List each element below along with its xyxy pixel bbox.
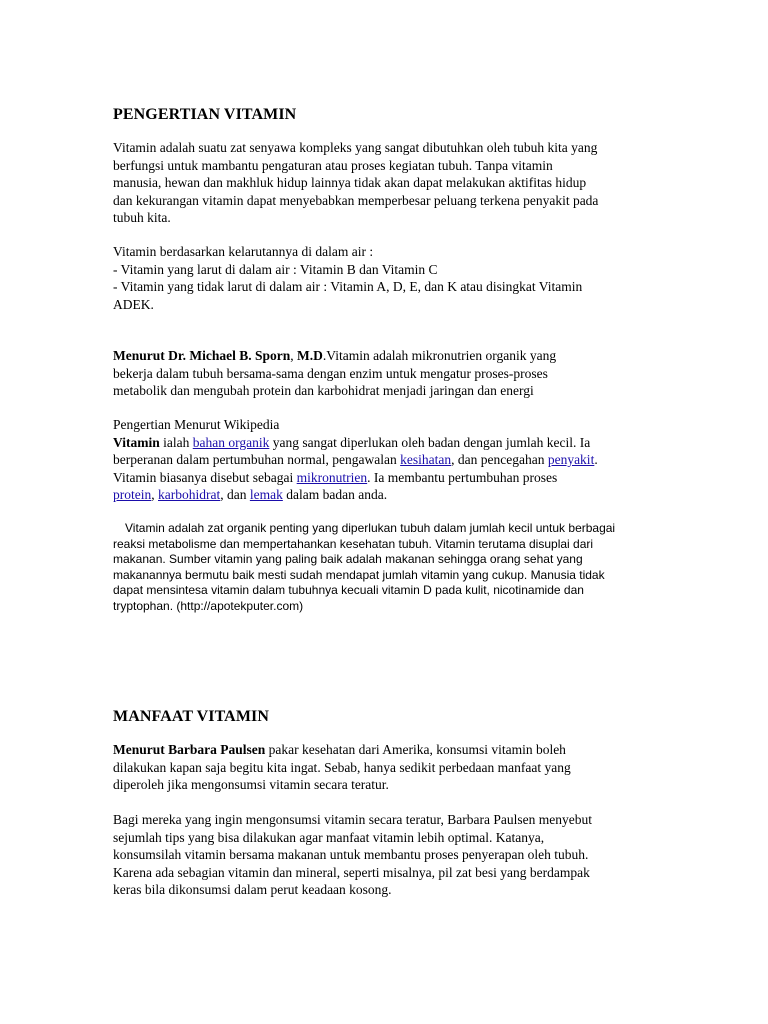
text: yang sangat diperlukan oleh badan dengan jumlah kecil. Ia bbox=[269, 434, 591, 450]
link-lemak[interactable]: lemak bbox=[249, 487, 283, 502]
link-protein[interactable]: protein bbox=[113, 487, 152, 502]
paragraph-line: sejumlah tips yang bisa dilakukan agar manfaat vitamin lebih optimal. Katanya, bbox=[113, 829, 545, 845]
text: . Ia membantu pertumbuhan proses bbox=[367, 469, 558, 485]
paragraph-line: Bagi mereka yang ingin mengonsumsi vitamin secara teratur, Barbara Paulsen menyebut bbox=[113, 812, 592, 827]
section-heading: MANFAAT VITAMIN bbox=[113, 708, 270, 725]
text: dalam badan anda. bbox=[282, 487, 388, 502]
apotekputer-quote bbox=[113, 521, 658, 615]
link-karbohidrat[interactable]: karbohidrat bbox=[158, 487, 221, 502]
paragraph-line: keras bila dikonsumsi dalam perut keadaan kosong. bbox=[113, 882, 392, 897]
paragraph-line: reaksi metabolisme dan mempertahankan kesehatan tubuh. Vitamin terutama disuplai dari bbox=[113, 536, 594, 551]
paragraph-line bbox=[113, 741, 658, 759]
paragraph-line: Vitamin adalah zat organik penting yang diperlukan tubuh dalam jumlah kecil untuk berbagai bbox=[125, 521, 616, 535]
tips-paragraph bbox=[113, 811, 658, 899]
paragraph-line: Karena ada sebagian vitamin dan mineral, seperti misalnya, pil zat besi yang berdampak bbox=[113, 864, 590, 880]
list-item-continuation: ADEK. bbox=[113, 296, 154, 312]
paragraph-line: tryptophan. (http://apotekputer.com) bbox=[113, 598, 304, 613]
paragraph-line: diperoleh jika mengonsumsi vitamin secara teratur. bbox=[113, 777, 389, 792]
paragraph-line bbox=[113, 451, 658, 469]
paragraph-line: manusia, hewan dan makhluk hidup lainnya tidak akan dapat melakukan aktifitas hidup bbox=[113, 175, 587, 190]
section-heading: PENGERTIAN VITAMIN bbox=[113, 106, 297, 123]
link-kesihatan[interactable]: kesihatan bbox=[400, 452, 452, 467]
paragraph-line bbox=[113, 434, 658, 452]
wikipedia-title: Pengertian Menurut Wikipedia bbox=[113, 417, 280, 432]
text: pakar kesehatan dari Amerika, konsumsi vitamin boleh bbox=[265, 742, 566, 757]
paragraph-line bbox=[113, 486, 658, 504]
paragraph-line: berfungsi untuk mambantu pengaturan atau proses kegiatan tubuh. Tanpa vitamin bbox=[113, 157, 553, 173]
paragraph-line bbox=[113, 469, 658, 487]
link-penyakit[interactable]: penyakit bbox=[547, 452, 595, 467]
author-name: Menurut Barbara Paulsen bbox=[113, 742, 266, 757]
solubility-paragraph bbox=[113, 243, 658, 313]
paragraph-line: Vitamin adalah suatu zat senyawa kompleks yang sangat dibutuhkan oleh tubuh kita yang bbox=[113, 140, 598, 155]
paragraph-line: bekerja dalam tubuh bersama-sama dengan enzim untuk mengatur proses-proses bbox=[113, 365, 548, 381]
wikipedia-paragraph bbox=[113, 416, 658, 504]
text: , dan pencegahan bbox=[451, 452, 548, 467]
list-item: - Vitamin yang larut di dalam air : Vitamin B dan Vitamin C bbox=[113, 261, 438, 277]
paragraph-line: dilakukan kapan saja begitu kita ingat. Sebab, hanya sedikit perbedaan manfaat yang bbox=[113, 759, 571, 775]
sporn-text: .Vitamin adalah mikronutrien organik yang bbox=[322, 348, 557, 363]
text: Vitamin biasanya disebut sebagai bbox=[113, 469, 297, 485]
paragraph-line bbox=[113, 347, 658, 365]
link-bahan-organik[interactable]: bahan organik bbox=[192, 434, 270, 450]
author-title: M.D bbox=[297, 348, 323, 363]
paragraph-line: dan kekurangan vitamin dapat menyebabkan memperbesar peluang terkena penyakit pada bbox=[113, 192, 599, 208]
section-pengertian bbox=[113, 106, 658, 124]
paragraph-line: dapat mensintesa vitamin dalam tubuhnya kecuali vitamin D pada kulit, nicotinamide dan bbox=[113, 583, 584, 598]
link-mikronutrien[interactable]: mikronutrien bbox=[296, 469, 368, 485]
paragraph-line: makanannya bermutu baik mesti sudah mendapat jumlah vitamin yang cukup. Manusia tidak bbox=[113, 567, 605, 582]
intro-paragraph bbox=[113, 139, 658, 227]
text: . bbox=[594, 452, 598, 467]
text: ialah bbox=[159, 434, 193, 450]
text: , bbox=[151, 487, 158, 502]
paulsen-paragraph bbox=[113, 741, 658, 794]
sporn-paragraph bbox=[113, 347, 658, 400]
paragraph-line: tubuh kita. bbox=[113, 210, 171, 225]
term-vitamin: Vitamin bbox=[113, 434, 160, 450]
text: berperanan dalam pertumbuhan normal, pengawalan bbox=[113, 452, 401, 467]
paragraph-line: Vitamin berdasarkan kelarutannya di dalam air : bbox=[113, 244, 374, 259]
list-item: - Vitamin yang tidak larut di dalam air : Vitamin A, D, E, dan K atau disingkat Vitamin bbox=[113, 279, 583, 294]
paragraph-line: konsumsilah vitamin bersama makanan untuk membantu proses penyerapan oleh tubuh. bbox=[113, 847, 589, 862]
section-manfaat bbox=[113, 708, 658, 726]
author-name: Menurut Dr. Michael B. Sporn bbox=[113, 348, 291, 363]
paragraph-line: metabolik dan mengubah protein dan karbohidrat menjadi jaringan dan energi bbox=[113, 383, 534, 398]
text: , dan bbox=[220, 487, 250, 502]
separator: , bbox=[290, 348, 298, 363]
paragraph-line: makanan. Sumber vitamin yang paling baik adalah makanan sehingga orang sehat yang bbox=[113, 552, 583, 567]
